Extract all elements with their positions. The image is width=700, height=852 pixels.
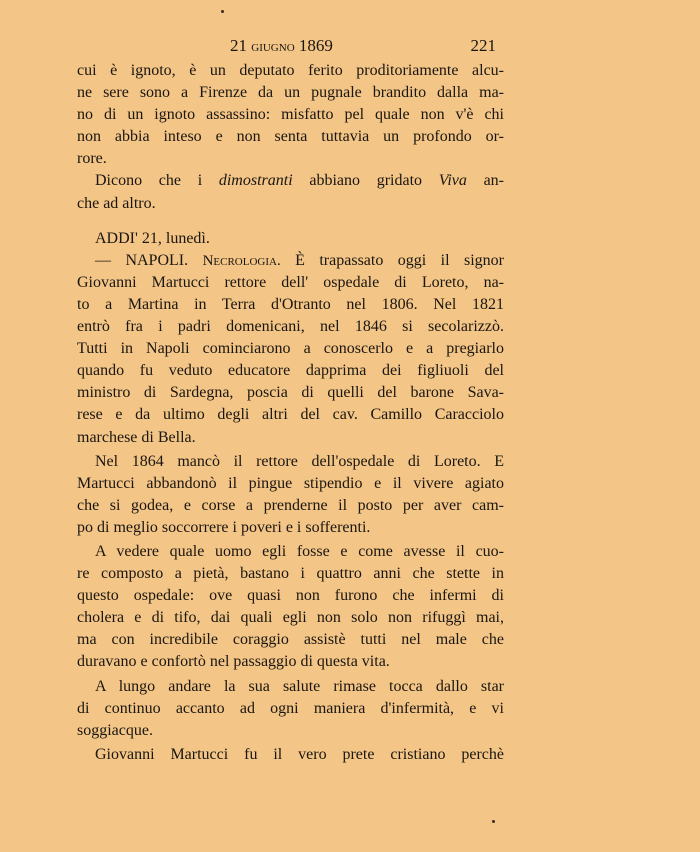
- text-line: Giovanni Martucci fu il vero prete cristiano perchè: [95, 745, 504, 763]
- text-line: rore.: [77, 150, 107, 168]
- dateline: [77, 228, 504, 250]
- text-line: che ad altro.: [77, 194, 156, 212]
- text-line: che si godea, e corse a prenderne il posto per aver cam-: [77, 496, 504, 514]
- text-line: po di meglio soccorrere i poveri e i sofferenti.: [77, 518, 371, 536]
- header-date-year: 1869: [298, 36, 333, 55]
- text-line: ministro di Sardegna, poscia di quelli del barone Sava-: [77, 384, 504, 402]
- section-gap: [77, 215, 504, 228]
- paragraph: [77, 170, 504, 214]
- text-line: [77, 250, 504, 272]
- text-line: re composto a pietà, bastano i quattro anni che stette in: [77, 565, 504, 583]
- paragraph: [77, 451, 504, 539]
- italic-text: Viva: [438, 172, 467, 190]
- text-line: cholera e di tifo, dai quali egli non solo non rifuggì mai,: [77, 609, 504, 627]
- text-line: soggiacque.: [77, 721, 153, 739]
- text-line: no di un ignoto assassino: misfatto pel quale non v'è chi: [77, 106, 504, 124]
- text-line: Martucci abbandonò il pingue stipendio e il vivere agiato: [77, 474, 504, 492]
- text-run: abbiano gridato: [292, 172, 439, 190]
- italic-text: dimostranti: [218, 172, 293, 190]
- text-line: Nel 1864 mancò il rettore dell'ospedale di Loreto. E: [95, 452, 504, 470]
- page-number: 221: [470, 36, 496, 55]
- text-line: rese e da ultimo degli altri del cav. Camillo Caracciolo: [77, 406, 504, 424]
- text-line: Tutti in Napoli cominciarono a conoscerlo e a pregiarlo: [77, 340, 504, 358]
- text-line: cui è ignoto, è un deputato ferito proditoriamente alcu-: [77, 62, 504, 79]
- paragraph: [77, 541, 504, 674]
- text-line: [77, 170, 504, 192]
- text-line: duravano e confortò nel passaggio di questa vita.: [77, 653, 390, 671]
- text-line: questo ospedale: ove quasi non furono che infermi di: [77, 587, 504, 605]
- text-run: an-: [466, 172, 505, 190]
- text-run: — NAPOLI.: [95, 251, 203, 269]
- text-line: A lungo andare la sua salute rimase tocca dallo star: [95, 677, 504, 695]
- dateline-text: ADDI' 21, lunedì.: [95, 229, 210, 247]
- header-date: [230, 36, 333, 56]
- header-date-month: giugno: [251, 39, 295, 55]
- paragraph: [77, 744, 504, 766]
- text-line: A vedere quale uomo egli fosse e come avesse il cuo-: [95, 542, 504, 560]
- running-header: [77, 36, 504, 60]
- text-line: Giovanni Martucci rettore dell' ospedale di Loreto, na-: [77, 273, 504, 291]
- text-line: quando fu veduto educatore dapprima dei figliuoli del: [77, 362, 504, 380]
- text-run: È trapassato oggi il signor: [280, 251, 504, 269]
- text-line: ne sere sono a Firenze da un pugnale brandito dalla ma-: [77, 84, 504, 102]
- paper-speck: [492, 820, 495, 823]
- section-label: Necrologia.: [202, 252, 281, 269]
- text-line: non abbia inteso e non senta tuttavia un profondo or-: [77, 128, 504, 146]
- paragraph: [77, 60, 504, 170]
- text-line: to a Martina in Terra d'Otranto nel 1806. Nel 1821: [77, 295, 504, 313]
- page-body: [77, 60, 504, 766]
- text-run: Dicono che i: [95, 172, 219, 190]
- header-date-day: 21: [230, 36, 247, 55]
- paragraph: [77, 676, 504, 742]
- text-line: entrò fra i padri domenicani, nel 1846 si secolarizzò.: [77, 318, 504, 336]
- text-line: marchese di Bella.: [77, 428, 196, 446]
- book-page: [77, 36, 504, 766]
- text-line: di continuo accanto ad ogni maniera d'infermità, e vi: [77, 699, 504, 717]
- text-line: ma con incredibile coraggio assistè tutti nel male che: [77, 631, 504, 649]
- paragraph: [77, 250, 504, 449]
- paper-speck: [221, 10, 224, 13]
